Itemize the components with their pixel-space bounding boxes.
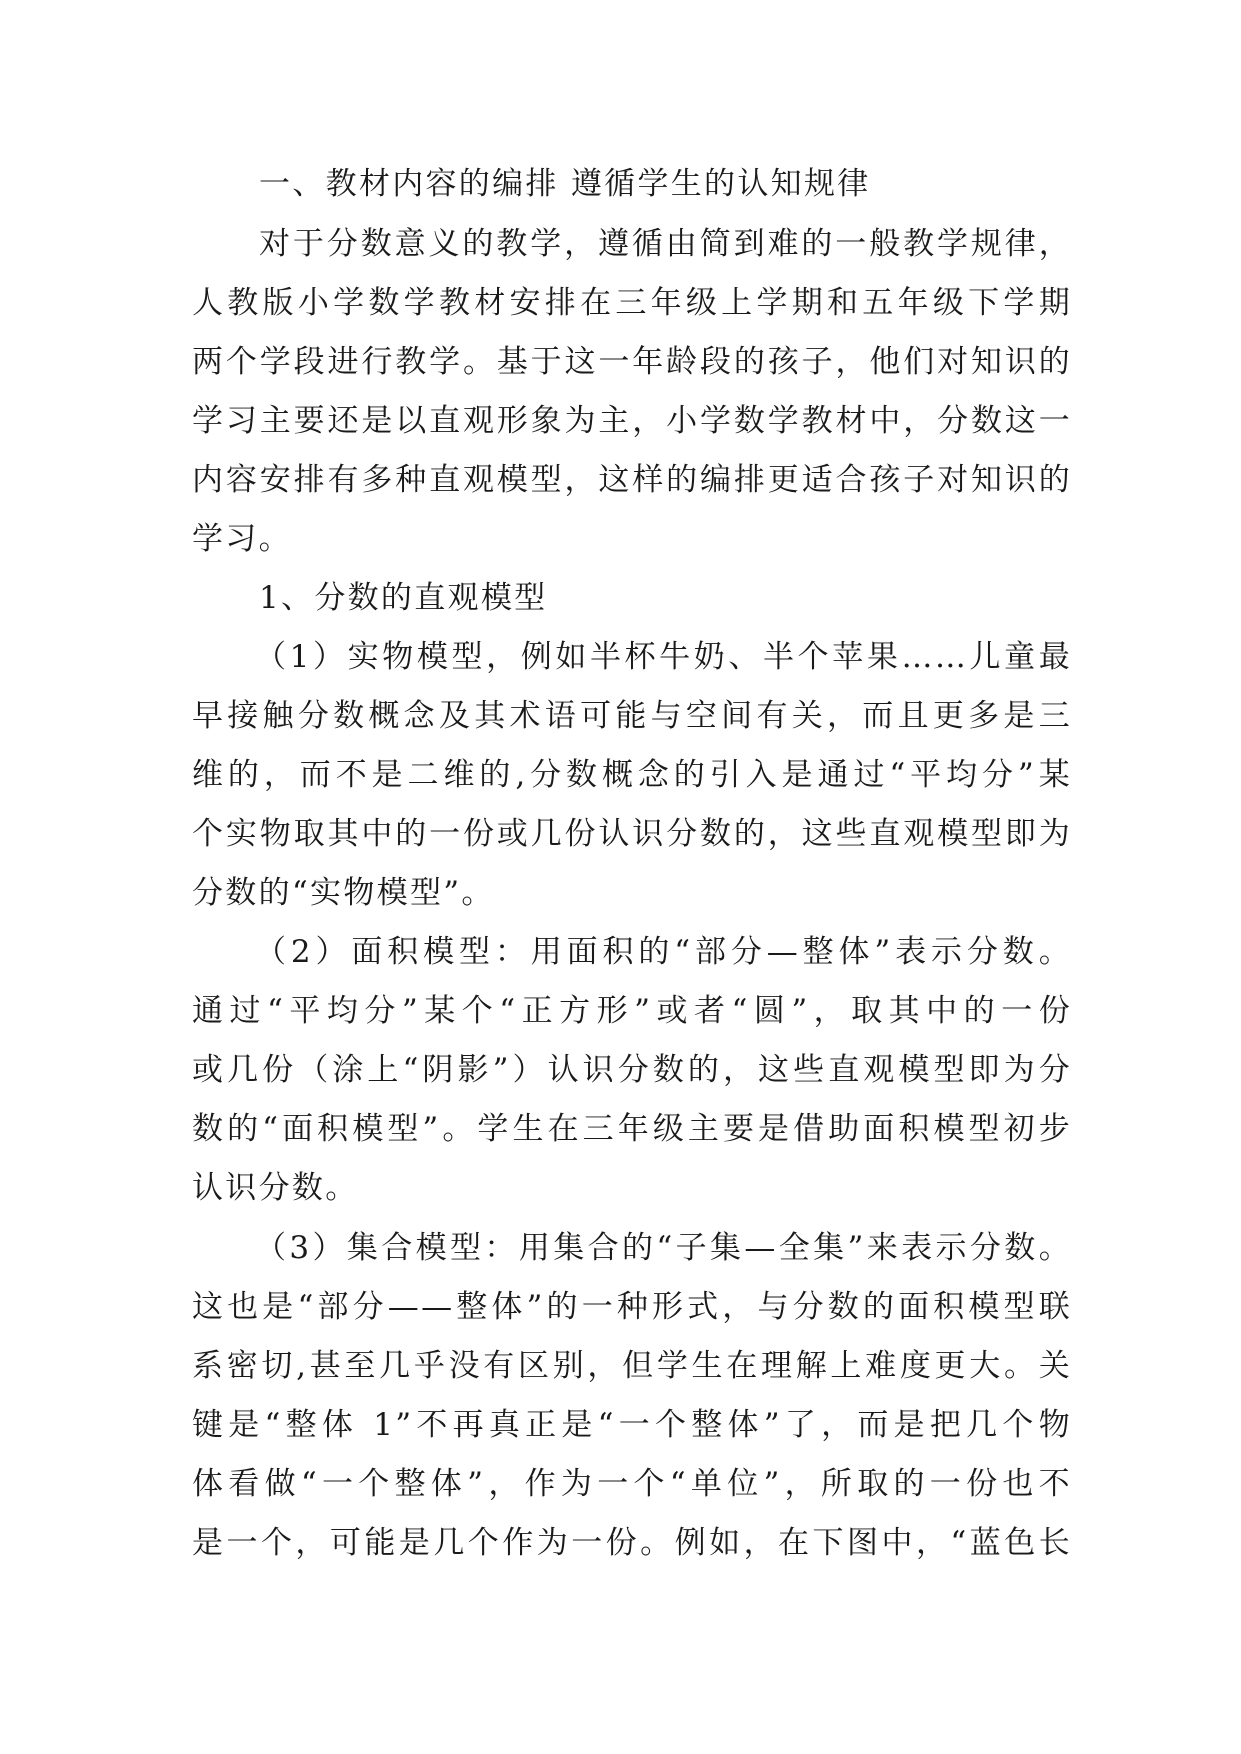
paragraph-line: 内容安排有多种直观模型，这样的编排更适合孩子对知识的	[192, 462, 1072, 498]
paragraph-line: 个实物取其中的一份或几份认识分数的，这些直观模型即为	[192, 816, 1072, 852]
paragraph-line: （3）集合模型：用集合的“子集—全集”来表示分数。	[255, 1230, 1072, 1266]
paragraph-line: （2）面积模型：用面积的“部分—整体”表示分数。	[255, 934, 1072, 970]
paragraph-line: 两个学段进行教学。基于这一年龄段的孩子，他们对知识的	[192, 344, 1072, 380]
paragraph-line: 学习。	[192, 521, 292, 557]
paragraph-line: 维的，而不是二维的,分数概念的引入是通过“平均分”某	[192, 757, 1072, 793]
paragraph-line: 或几份（涂上“阴影”）认识分数的，这些直观模型即为分	[192, 1052, 1072, 1088]
paragraph-line: 体看做“一个整体”，作为一个“单位”，所取的一份也不	[192, 1466, 1072, 1502]
paragraph-line: 对于分数意义的教学，遵循由简到难的一般教学规律，	[259, 226, 1072, 262]
paragraph-line: 系密切,甚至几乎没有区别，但学生在理解上难度更大。关	[192, 1348, 1072, 1384]
paragraph-line: 分数的“实物模型”。	[192, 875, 495, 911]
paragraph-line: 通过“平均分”某个“正方形”或者“圆”，取其中的一份	[192, 993, 1072, 1029]
paragraph-line: 是一个，可能是几个作为一份。例如，在下图中，“蓝色长	[192, 1525, 1072, 1561]
section-heading: 一、教材内容的编排 遵循学生的认知规律	[259, 166, 871, 202]
paragraph-line: 人教版小学数学教材安排在三年级上学期和五年级下学期	[192, 285, 1072, 321]
paragraph-line: 键是“整体 1”不再真正是“一个整体”了，而是把几个物	[192, 1407, 1072, 1443]
paragraph-line: 学习主要还是以直观形象为主，小学数学教材中，分数这一	[192, 403, 1072, 439]
paragraph-line: 早接触分数概念及其术语可能与空间有关，而且更多是三	[192, 698, 1072, 734]
subsection-heading: 1、分数的直观模型	[259, 580, 548, 616]
paragraph-line: 认识分数。	[192, 1170, 359, 1206]
paragraph-line: （1）实物模型，例如半杯牛奶、半个苹果……儿童最	[255, 639, 1072, 675]
paragraph-line: 数的“面积模型”。学生在三年级主要是借助面积模型初步	[192, 1111, 1072, 1147]
paragraph-line: 这也是“部分——整体”的一种形式，与分数的面积模型联	[192, 1289, 1072, 1325]
